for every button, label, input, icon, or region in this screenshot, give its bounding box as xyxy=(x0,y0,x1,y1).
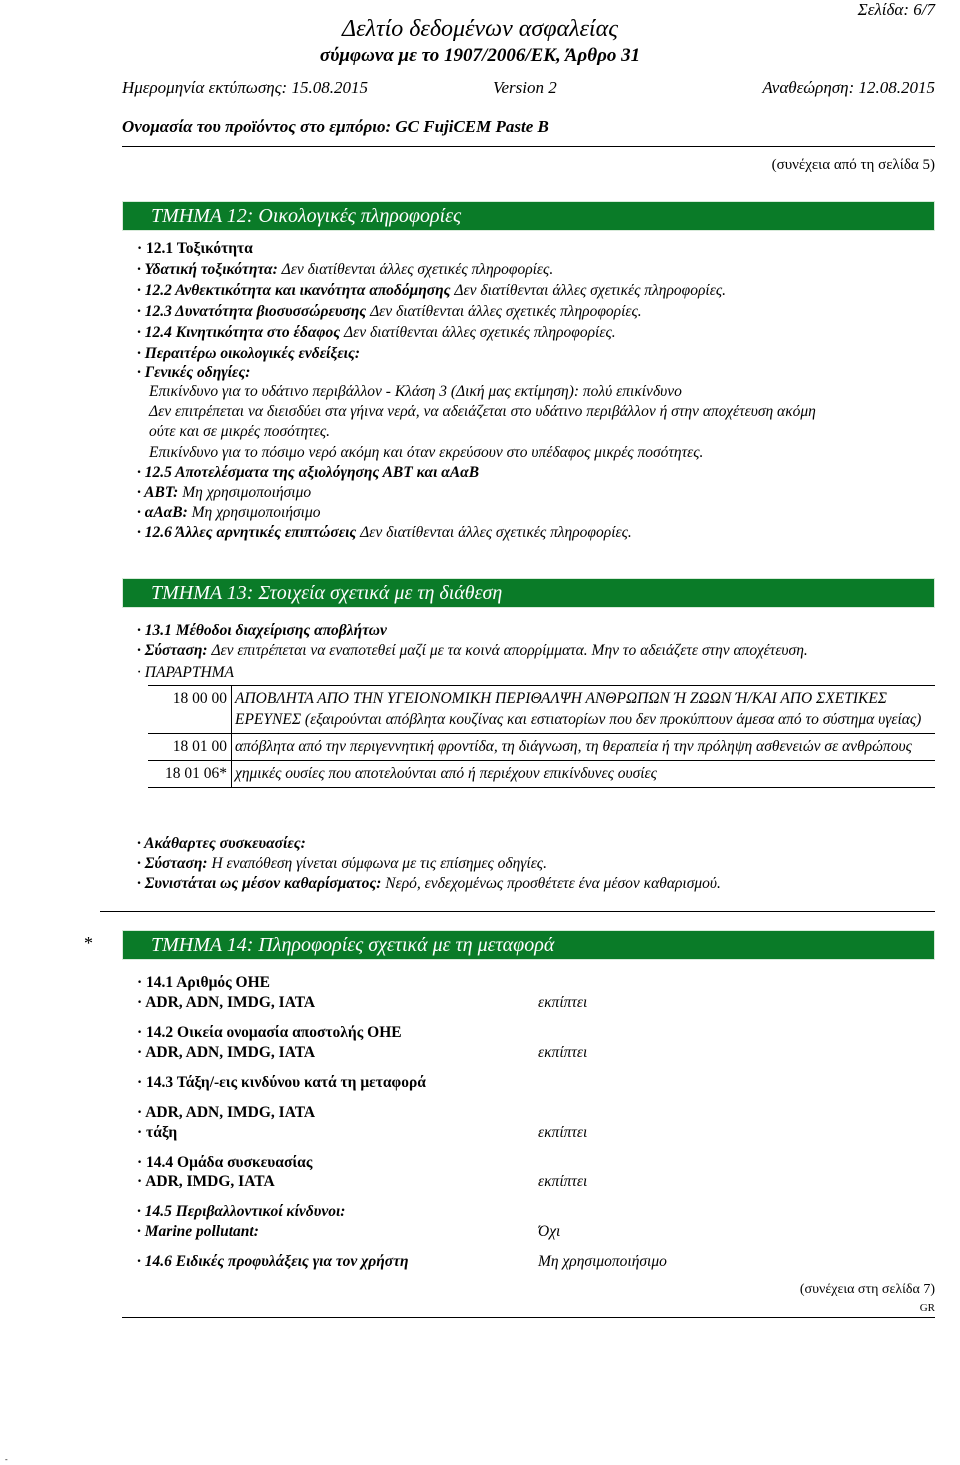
page-number: Σελίδα: 6/7 xyxy=(857,0,935,19)
marine-pollutant-label: · Marine pollutant: xyxy=(137,1223,259,1240)
s13-1-label: · 13.1 Μέθοδοι διαχείρισης αποβλήτων xyxy=(137,622,387,639)
s14-2-value: εκπίπτει xyxy=(538,1044,588,1061)
general-note-2b: ούτε και σε μικρές ποσότητες. xyxy=(149,423,330,440)
s12-3-value: Δεν διατίθενται άλλες σχετικές πληροφορίες. xyxy=(370,303,642,320)
header-divider xyxy=(122,146,935,147)
table-row xyxy=(148,734,935,761)
document-subtitle: σύμφωνα με το 1907/2006/ΕΚ, Άρθρο 31 xyxy=(319,45,641,66)
s12-4-label: · 12.4 Κινητικότητα στο έδαφος xyxy=(137,324,341,341)
section-12-title: ΤΜΗΜΑ 12: Οικολογικές πληροφορίες xyxy=(151,205,462,227)
product-name: Ονομασία του προϊόντος στο εμπόριο: GC FujiCEM Paste B xyxy=(122,117,549,136)
section-13-title: ΤΜΗΜΑ 13: Στοιχεία σχετικά με τη διάθεση xyxy=(151,582,503,604)
footer-divider xyxy=(122,1317,935,1318)
recommendation-label: · Σύσταση: xyxy=(137,642,208,659)
s12-3-label: · 12.3 Δυνατότητα βιοσυσσώρευσης xyxy=(137,303,367,320)
s12-4-line xyxy=(137,324,616,342)
further-eco-label: · Περαιτέρω οικολογικές ενδείξεις: xyxy=(137,345,361,362)
waste-codes-table xyxy=(148,685,935,788)
general-note-3: Επικίνδυνο για το πόσιμο νερό ακόμη και όταν εκρεύσουν στο υπέδαφος μικρές ποσότητες. xyxy=(149,444,704,461)
s14-3-class-label: · τάξη xyxy=(137,1124,178,1141)
vpvb-label: · αΑαΒ: xyxy=(137,504,188,521)
s14-6-value: Μη χρησιμοποιήσιμο xyxy=(538,1253,667,1270)
waste-description: χημικές ουσίες που αποτελούνται από ή περιέχουν επικίνδυνες ουσίες xyxy=(232,761,936,788)
waste-code: 18 01 00 xyxy=(148,734,232,761)
section-14-header xyxy=(122,930,935,960)
section-14-title: ΤΜΗΜΑ 14: Πληροφορίες σχετικά με τη μεταφορά xyxy=(151,934,555,956)
aquatic-label: · Υδατική τοξικότητα: xyxy=(137,261,278,278)
s12-6-value: Δεν διατίθενται άλλες σχετικές πληροφορίες. xyxy=(360,524,632,541)
language-code: GR xyxy=(919,1302,935,1314)
general-note-1: Επικίνδυνο για το υδάτινο περιβάλλον - Κλάση 3 (Δική μας εκτίμηση): πολύ επικίνδυνο xyxy=(149,383,682,400)
s14-5-label: · 14.5 Περιβαλλοντικοί κίνδυνοι: xyxy=(137,1203,346,1220)
s14-2-modes: · ADR, ADN, IMDG, IATA xyxy=(137,1044,316,1061)
vpvb-value: Μη χρησιμοποιήσιμο xyxy=(191,504,321,521)
pbt-line xyxy=(137,484,311,502)
s14-3-label: · 14.3 Τάξη/-εις κινδύνου κατά τη μεταφορά xyxy=(137,1074,426,1091)
s12-6-line xyxy=(137,524,632,542)
recommendation-value: Δεν επιτρέπεται να εναποτεθεί μαζί με τα κοινά απορρίμματα. Μην το αδειάζετε στην αποχέτευση. xyxy=(211,642,808,659)
s14-6-label: · 14.6 Ειδικές προφυλάξεις για τον χρήστη xyxy=(137,1253,409,1270)
s14-2-label: · 14.2 Οικεία ονομασία αποστολής ΟΗΕ xyxy=(137,1024,402,1041)
waste-description: απόβλητα από την περιγεννητική φροντίδα, τη διάγνωση, τη θεραπεία ή την πρόληψη ασθενειών σε ανθρώπους xyxy=(232,734,936,761)
s12-2-value: Δεν διατίθενται άλλες σχετικές πληροφορίες. xyxy=(454,282,727,299)
s14-4-label: · 14.4 Ομάδα συσκευασίας xyxy=(137,1154,313,1171)
cleaning-agent-value: Νερό, ενδεχομένως προσθέτετε ένα μέσον καθαρισμού. xyxy=(385,875,721,892)
vpvb-line xyxy=(137,504,321,522)
s12-2-label: · 12.2 Ανθεκτικότητα και ικανότητα αποδόμησης xyxy=(137,282,451,299)
change-marker: * xyxy=(84,933,93,953)
cleaning-agent-line xyxy=(137,875,721,893)
recommendation-2-value: Η εναπόθεση γίνεται σύμφωνα με τις επίσημες οδηγίες. xyxy=(211,855,547,872)
uncleaned-packaging-label: · Ακάθαρτες συσκευασίες: xyxy=(137,835,306,852)
aquatic-toxicity-line xyxy=(137,261,553,279)
revision-date: Αναθεώρηση: 12.08.2015 xyxy=(762,78,935,97)
s14-1-value: εκπίπτει xyxy=(538,994,588,1011)
general-note-2a: Δεν επιτρέπεται να διεισδύει στα γήινα νερά, να αδειάζεται στο υδάτινο περιβάλλον ή στην αποχέτευση ακόμη xyxy=(149,403,816,420)
section-divider xyxy=(100,911,935,912)
s14-3-modes: · ADR, ADN, IMDG, IATA xyxy=(137,1104,316,1121)
continued-from: (συνέχεια από τη σελίδα 5) xyxy=(771,157,935,173)
s14-4-modes: · ADR, IMDG, IATA xyxy=(137,1173,275,1190)
s12-5-label: · 12.5 Αποτελέσματα της αξιολόγησης ΑΒΤ και αΑαΒ xyxy=(137,464,480,481)
recommendation-line xyxy=(137,642,808,660)
s14-1-label: · 14.1 Αριθμός ΟΗΕ xyxy=(137,974,270,991)
marine-pollutant-value: Όχι xyxy=(538,1223,561,1240)
s12-3-line xyxy=(137,303,642,321)
s14-3-value: εκπίπτει xyxy=(538,1124,588,1141)
table-row xyxy=(148,761,935,788)
cleaning-agent-label: · Συνιστάται ως μέσον καθαρίσματος: xyxy=(137,875,382,892)
document-title: Δελτίο δεδομένων ασφαλείας xyxy=(342,16,618,42)
version: Version 2 xyxy=(493,78,557,97)
s12-6-label: · 12.6 Άλλες αρνητικές επιπτώσεις xyxy=(137,524,357,541)
aquatic-value: Δεν διατίθενται άλλες σχετικές πληροφορίες. xyxy=(281,261,554,278)
s14-1-modes: · ADR, ADN, IMDG, IATA xyxy=(137,994,316,1011)
continued-to: (συνέχεια στη σελίδα 7) xyxy=(799,1282,935,1297)
print-date: Ημερομηνία εκτύπωσης: 15.08.2015 xyxy=(122,78,368,97)
s12-1-label: · 12.1 Τοξικότητα xyxy=(137,240,253,257)
annex-label: · ΠΑΡΑΡΤΗΜΑ xyxy=(137,664,235,681)
section-13-header xyxy=(122,578,935,608)
waste-code: 18 00 00 xyxy=(148,686,232,734)
general-notes-label: · Γενικές οδηγίες: xyxy=(137,364,251,381)
s12-4-value: Δεν διατίθενται άλλες σχετικές πληροφορίες. xyxy=(344,324,616,341)
waste-description: ΑΠΟΒΛΗΤΑ ΑΠΟ ΤΗΝ ΥΓΕΙΟΝΟΜΙΚΗ ΠΕΡΙΘΑΛΨΗ ΑΝΘΡΩΠΩΝ Ή ΖΩΩΝ Ή/ΚΑΙ ΑΠΟ ΣΧΕΤΙΚΕΣ ΕΡΕΥΝΕΣ (εξαιρούνται απόβλητα κουζίνας και εστιατορίων που δεν προκύπτουν άμεσα από το σύστημα υγείας) xyxy=(232,686,936,734)
section-12-header xyxy=(122,201,935,231)
waste-code: 18 01 06* xyxy=(148,761,232,788)
pbt-label: · ΑΒΤ: xyxy=(137,484,179,501)
pbt-value: Μη χρησιμοποιήσιμο xyxy=(182,484,312,501)
recommendation-2-label: · Σύσταση: xyxy=(137,855,208,872)
s12-2-line xyxy=(137,282,726,300)
table-row xyxy=(148,686,935,734)
recommendation-2-line xyxy=(137,855,547,873)
s14-4-value: εκπίπτει xyxy=(538,1173,588,1190)
corner-mark: - xyxy=(5,1455,8,1464)
